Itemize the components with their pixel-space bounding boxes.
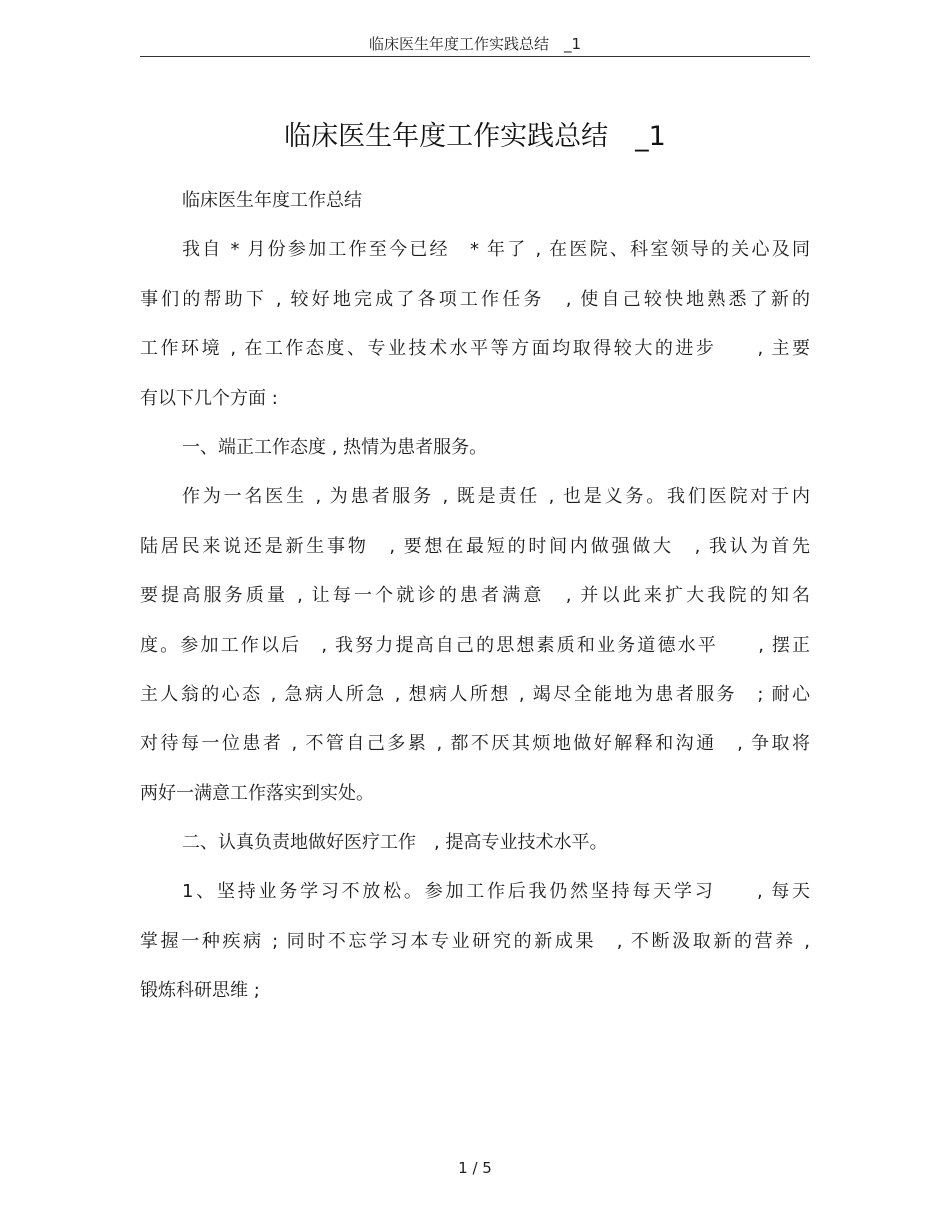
body-line-11: 主人翁的心态 , 急病人所急 , 想病人所想 , 竭尽全能地为患者服务 ; 耐心 — [140, 683, 810, 705]
body-line-15: 1、坚持业务学习不放松。参加工作后我仍然坚持每天学习 , 每天 — [182, 881, 810, 903]
page-number: 1 / 5 — [458, 1159, 492, 1177]
header-divider — [140, 56, 810, 57]
body-line-13: 两好一满意工作落实到实处。 — [140, 782, 374, 804]
body-line-2: 我自 * 月份参加工作至今已经 * 年了 , 在医院、科室领导的关心及同 — [182, 239, 810, 261]
body-line-10: 度。参加工作以后 , 我努力提高自己的思想素质和业务道德水平 , 摆正 — [140, 634, 810, 656]
body-line-7: 作为一名医生 , 为患者服务 , 既是责任 , 也是义务。我们医院对于内 — [182, 486, 810, 508]
running-header: 临床医生年度工作实践总结 _1 — [368, 35, 582, 53]
body-line-17: 锻炼科研思维 ; — [140, 980, 260, 1002]
document-body — [140, 176, 810, 1016]
body-line-9: 要提高服务质量 , 让每一个就诊的患者满意 , 并以此来扩大我院的知名 — [140, 585, 810, 607]
body-line-8: 陆居民来说还是新生事物 , 要想在最短的时间内做强做大 , 我认为首先 — [140, 535, 810, 557]
body-line-1: 临床医生年度工作总结 — [182, 190, 362, 211]
body-line-3: 事们的帮助下 , 较好地完成了各项工作任务 , 使自己较快地熟悉了新的 — [140, 288, 810, 310]
section-heading-1: 一、端正工作态度 , 热情为患者服务。 — [182, 436, 488, 458]
body-line-5: 有以下几个方面 : — [140, 387, 278, 409]
body-line-4: 工作环境 , 在工作态度、专业技术水平等方面均取得较大的进步 , 主要 — [140, 338, 810, 360]
body-line-16: 掌握一种疾病 ; 同时不忘学习本专业研究的新成果 , 不断汲取新的营养 , — [140, 930, 810, 952]
section-heading-2: 二、认真负责地做好医疗工作 , 提高专业技术水平。 — [182, 832, 608, 854]
body-line-12: 对待每一位患者 , 不管自己多累 , 都不厌其烦地做好解释和沟通 , 争取将 — [140, 733, 810, 755]
document-title: 临床医生年度工作实践总结 _1 — [284, 121, 666, 152]
